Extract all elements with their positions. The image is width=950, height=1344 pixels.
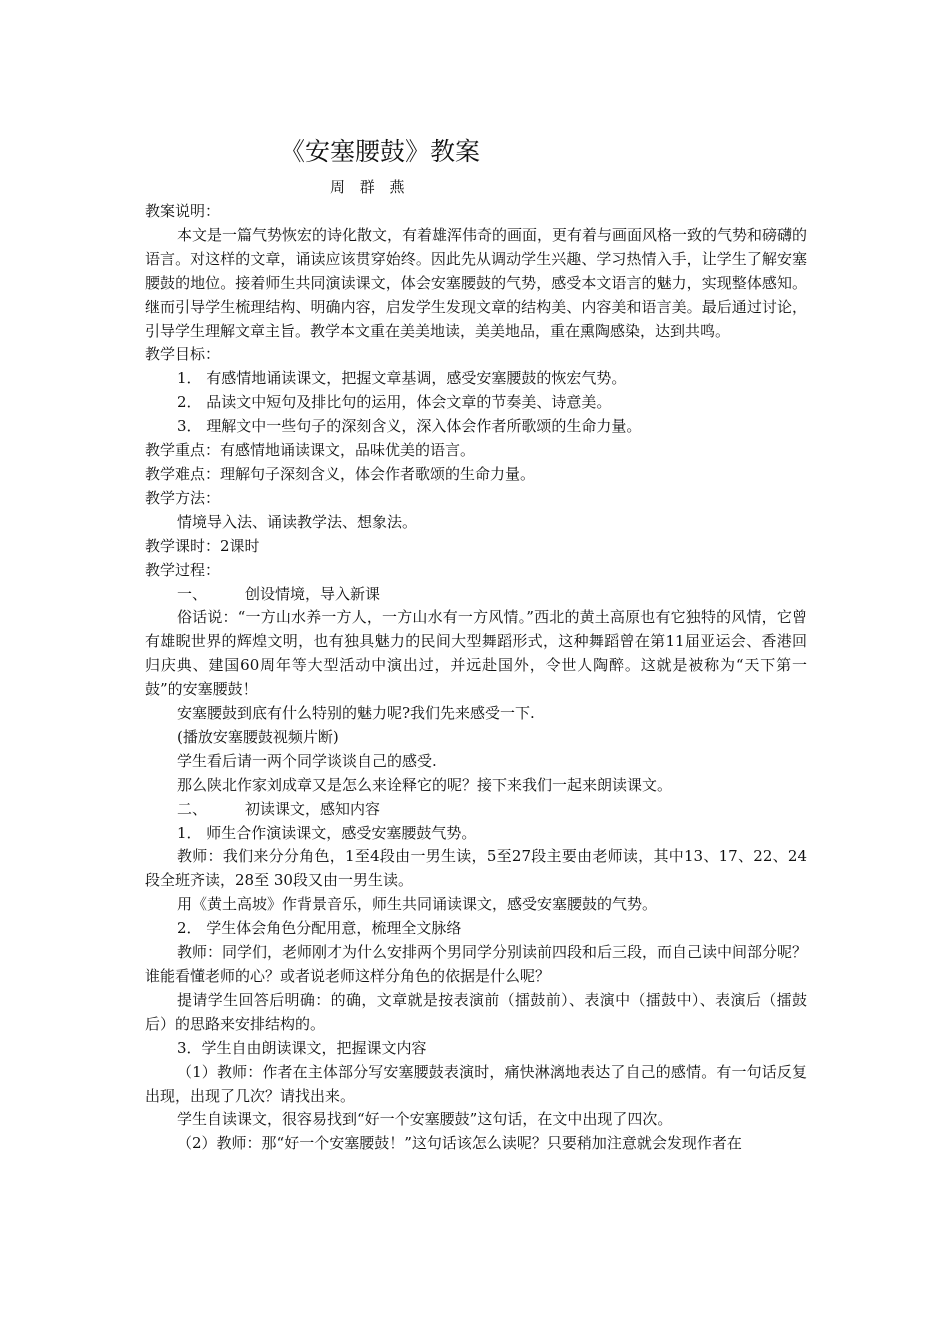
paragraph: 教师：同学们，老师刚才为什么安排两个男同学分别读前四段和后三段，而自己读中间部分呢？谁能看懂老师的心？或者说老师这样分角色的依据是什么呢？ <box>145 943 808 985</box>
paragraph: 用《黄土高坡》作背景音乐，师生共同诵读课文，感受安塞腰鼓的气势。 <box>177 895 658 914</box>
goal-item: 3． 理解文中一些句子的深刻含义，深入体会作者所歌颂的生命力量。 <box>177 417 642 436</box>
process-heading: 教学过程： <box>145 560 221 579</box>
section-title: 创设情境，导入新课 <box>245 584 381 603</box>
step-item: 2． 学生体会角色分配用意，梳理全文脉络 <box>177 919 462 938</box>
paragraph: （1）教师：作者在主体部分写安塞腰鼓表演时，痛快淋漓地表达了自己的感情。有一句话反复出现，出现了几次？请找出来。 <box>145 1062 807 1105</box>
section-heading <box>145 798 807 822</box>
methods-heading: 教学方法： <box>145 488 221 507</box>
paragraph: 教师：我们来分分角色，1至4段由一男生读，5至27段主要由老师读，其中13、17、22、24段全班齐读，28至 30段又由一男生读。 <box>145 847 807 890</box>
paragraph: 俗话说：“一方山水养一方人，一方山水有一方风情。”西北的黄土高原也有它独特的风情，它曾有雄睨世界的辉煌文明，也有独具魅力的民间大型舞蹈形式，这种舞蹈曾在第11届亚运会、香港回归庆典、建国60周年等大型活动中演出过，并远赴国外，令世人陶醉。这就是被称为“天下第一鼓”的安塞腰鼓！ <box>145 608 807 699</box>
document-title: 《安塞腰鼓》教案 <box>280 137 481 166</box>
notes-paragraph: 本文是一篇气势恢宏的诗化散文，有着雄浑伟奇的画面，更有着与画面风格一致的气势和磅礴的语言。对这样的文章，诵读应该贯穿始终。因此先从调动学生兴趣、学习热情入手，让学生了解安塞腰鼓的地位。接着师生共同演读课文，体会安塞腰鼓的气势，感受本文语言的魅力，实现整体感知。继而引导学生梳理结构、明确内容，启发学生发现文章的结构美、内容美和语言美。最后通过讨论，引导学生理解文章主旨。教学本文重在美美地读，美美地品，重在熏陶感染，达到共鸣。 <box>145 225 808 340</box>
section-number: 一、 <box>177 584 208 603</box>
goal-item: 1． 有感情地诵读课文，把握文章基调，感受安塞腰鼓的恢宏气势。 <box>177 369 627 388</box>
class-hours: 教学课时：2课时 <box>145 536 260 555</box>
paragraph: 提请学生回答后明确：的确，文章就是按表演前（擂鼓前）、表演中（擂鼓中）、表演后（擂鼓后）的思路来安排结构的。 <box>145 990 807 1033</box>
step-item: 3．学生自由朗读课文，把握课文内容 <box>177 1038 427 1057</box>
goals-heading: 教学目标： <box>145 345 221 364</box>
author-name: 周 群 燕 <box>330 178 410 196</box>
notes-heading: 教案说明： <box>145 202 221 220</box>
document-body <box>145 200 807 1156</box>
paragraph: 学生看后请一两个同学谈谈自己的感受. <box>177 751 437 770</box>
step-item: 1． 师生合作演读课文，感受安塞腰鼓气势。 <box>177 823 477 842</box>
section-number: 二、 <box>177 799 208 818</box>
paragraph: 学生自读课文，很容易找到“好一个安塞腰鼓”这句话，在文中出现了四次。 <box>177 1110 673 1129</box>
section-title: 初读课文，感知内容 <box>245 799 381 818</box>
key-point: 教学重点：有感情地诵读课文，品味优美的语言。 <box>145 441 476 460</box>
paragraph: 那么陕北作家刘成章又是怎么来诠释它的呢？接下来我们一起来朗读课文。 <box>177 775 673 794</box>
goal-item: 2． 品读文中短句及排比句的运用，体会文章的节奏美、诗意美。 <box>177 393 612 412</box>
difficulty: 教学难点：理解句子深刻含义，体会作者歌颂的生命力量。 <box>145 464 536 483</box>
methods-text: 情境导入法、诵读教学法、想象法。 <box>177 512 418 531</box>
section-heading <box>145 583 807 607</box>
paragraph: (播放安塞腰鼓视频片断) <box>177 727 339 746</box>
paragraph: （2）教师：那“好一个安塞腰鼓！”这句话该怎么读呢？只要稍加注意就会发现作者在 <box>177 1134 742 1153</box>
paragraph: 安塞腰鼓到底有什么特别的魅力呢?我们先来感受一下. <box>177 704 535 723</box>
